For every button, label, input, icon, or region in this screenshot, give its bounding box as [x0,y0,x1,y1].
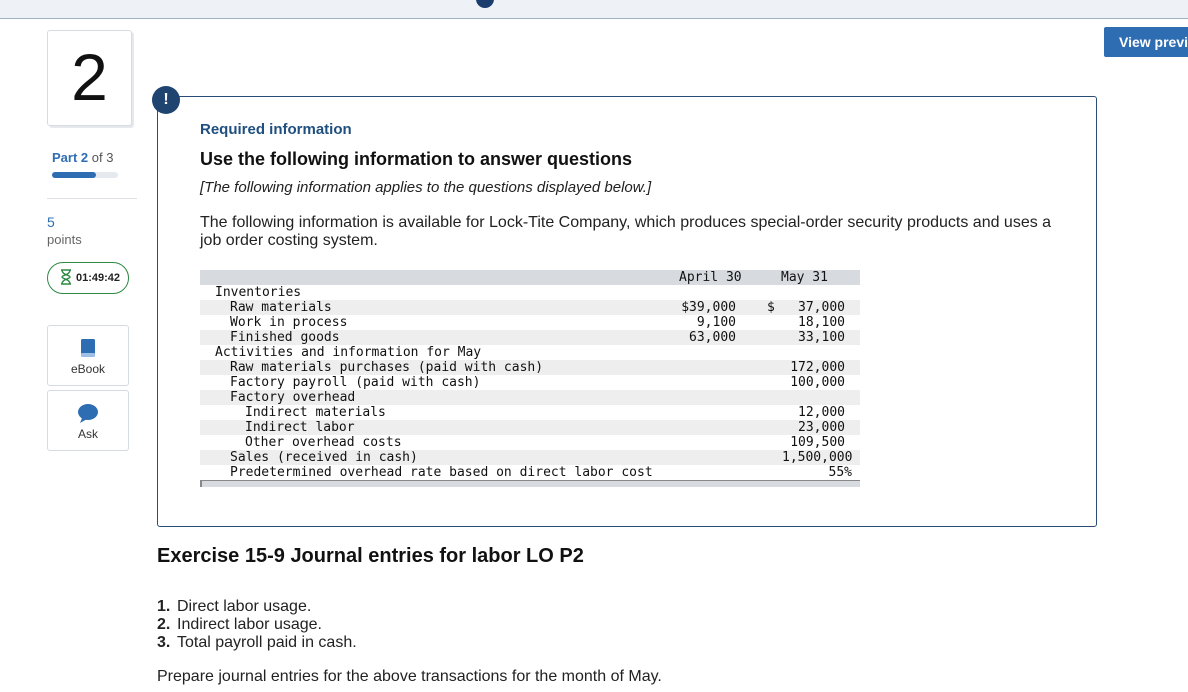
hourglass-icon [60,269,72,288]
sidebar-divider [47,198,137,199]
may-value: 33,100 [798,330,845,345]
ebook-button[interactable] [47,325,129,386]
table-row [200,300,860,315]
info-heading: Use the following information to answer questions [200,149,633,169]
table-row [200,285,860,300]
table-row [200,420,860,435]
may-value: 55% [828,465,852,480]
timer[interactable] [47,262,129,294]
chat-bubble-icon [77,403,99,423]
column-header-may: May 31 [781,270,828,285]
exercise-title: Exercise 15-9 Journal entries for labor LO P2 [157,545,584,567]
exercise-list [157,598,357,652]
april-value: $39,000 [681,300,736,315]
book-icon [79,338,97,358]
list-item-text: Indirect labor usage. [177,616,322,633]
ebook-label: eBook [70,362,106,376]
row-label: Indirect materials [245,405,386,420]
table-row [200,435,860,450]
applies-note: [The following information applies to the questions displayed below.] [200,179,652,196]
row-label: Predetermined overhead rate based on direct labor cost [230,465,653,480]
list-item-text: Total payroll paid in cash. [177,634,357,651]
row-label: Sales (received in cash) [230,450,418,465]
top-progress-bar [0,0,1188,19]
part-total: of 3 [91,150,114,165]
data-table [200,270,860,487]
table-row [200,390,860,405]
table-footer [200,480,860,487]
row-label: Indirect labor [245,420,355,435]
required-information-title: Required information [200,121,352,138]
current-question-dot[interactable] [476,0,494,8]
list-item-number: 3. [157,634,171,651]
april-value: 63,000 [689,330,736,345]
may-currency: $ [767,300,775,315]
row-label: Other overhead costs [245,435,402,450]
list-item [157,598,357,616]
may-value: 109,500 [790,435,845,450]
ask-button[interactable] [47,390,129,451]
row-label: Raw materials purchases (paid with cash) [230,360,544,375]
table-row [200,315,860,330]
part-progress-fill [52,172,96,178]
column-header-april: April 30 [679,270,742,285]
instruction-text: Prepare journal entries for the above transactions for the month of May. [157,668,662,685]
may-value: 1,500,000 [782,450,853,465]
table-row [200,345,860,360]
may-value: 37,000 [798,300,845,315]
table-header [200,270,860,285]
row-label: Factory payroll (paid with cash) [230,375,481,390]
row-label: Work in process [230,315,348,330]
may-value: 100,000 [790,375,845,390]
question-number: 2 [47,30,132,126]
row-label: Finished goods [230,330,340,345]
ask-label: Ask [77,427,98,441]
table-row [200,450,860,465]
may-value: 172,000 [790,360,845,375]
table-row [200,360,860,375]
list-item-text: Direct labor usage. [177,598,312,615]
may-value: 23,000 [798,420,845,435]
row-label: Raw materials [230,300,332,315]
row-label: Activities and information for May [215,345,482,360]
list-item-number: 1. [157,598,171,615]
row-label: Factory overhead [230,390,356,405]
info-paragraph: The following information is available for Lock-Tite Company, which produces special-order security products and uses a job order costing system. [200,214,1052,249]
row-label: Inventories [215,285,302,300]
table-row [200,405,860,420]
table-row [200,330,860,345]
list-item [157,616,357,634]
timer-value: 01:49:42 [76,272,121,284]
list-item [157,634,357,652]
alert-icon: ! [152,86,180,114]
table-row [200,375,860,390]
part-progress-bar [52,172,118,178]
list-item-number: 2. [157,616,171,633]
part-indicator [52,150,113,165]
view-preview-button[interactable]: View previ [1104,27,1188,57]
may-value: 18,100 [798,315,845,330]
may-value: 12,000 [798,405,845,420]
points-label: points [47,232,82,247]
part-label: Part [52,150,78,165]
april-value: 9,100 [696,315,736,330]
points-value: 5 [47,214,55,230]
table-row [200,465,860,480]
part-current: 2 [80,150,89,165]
